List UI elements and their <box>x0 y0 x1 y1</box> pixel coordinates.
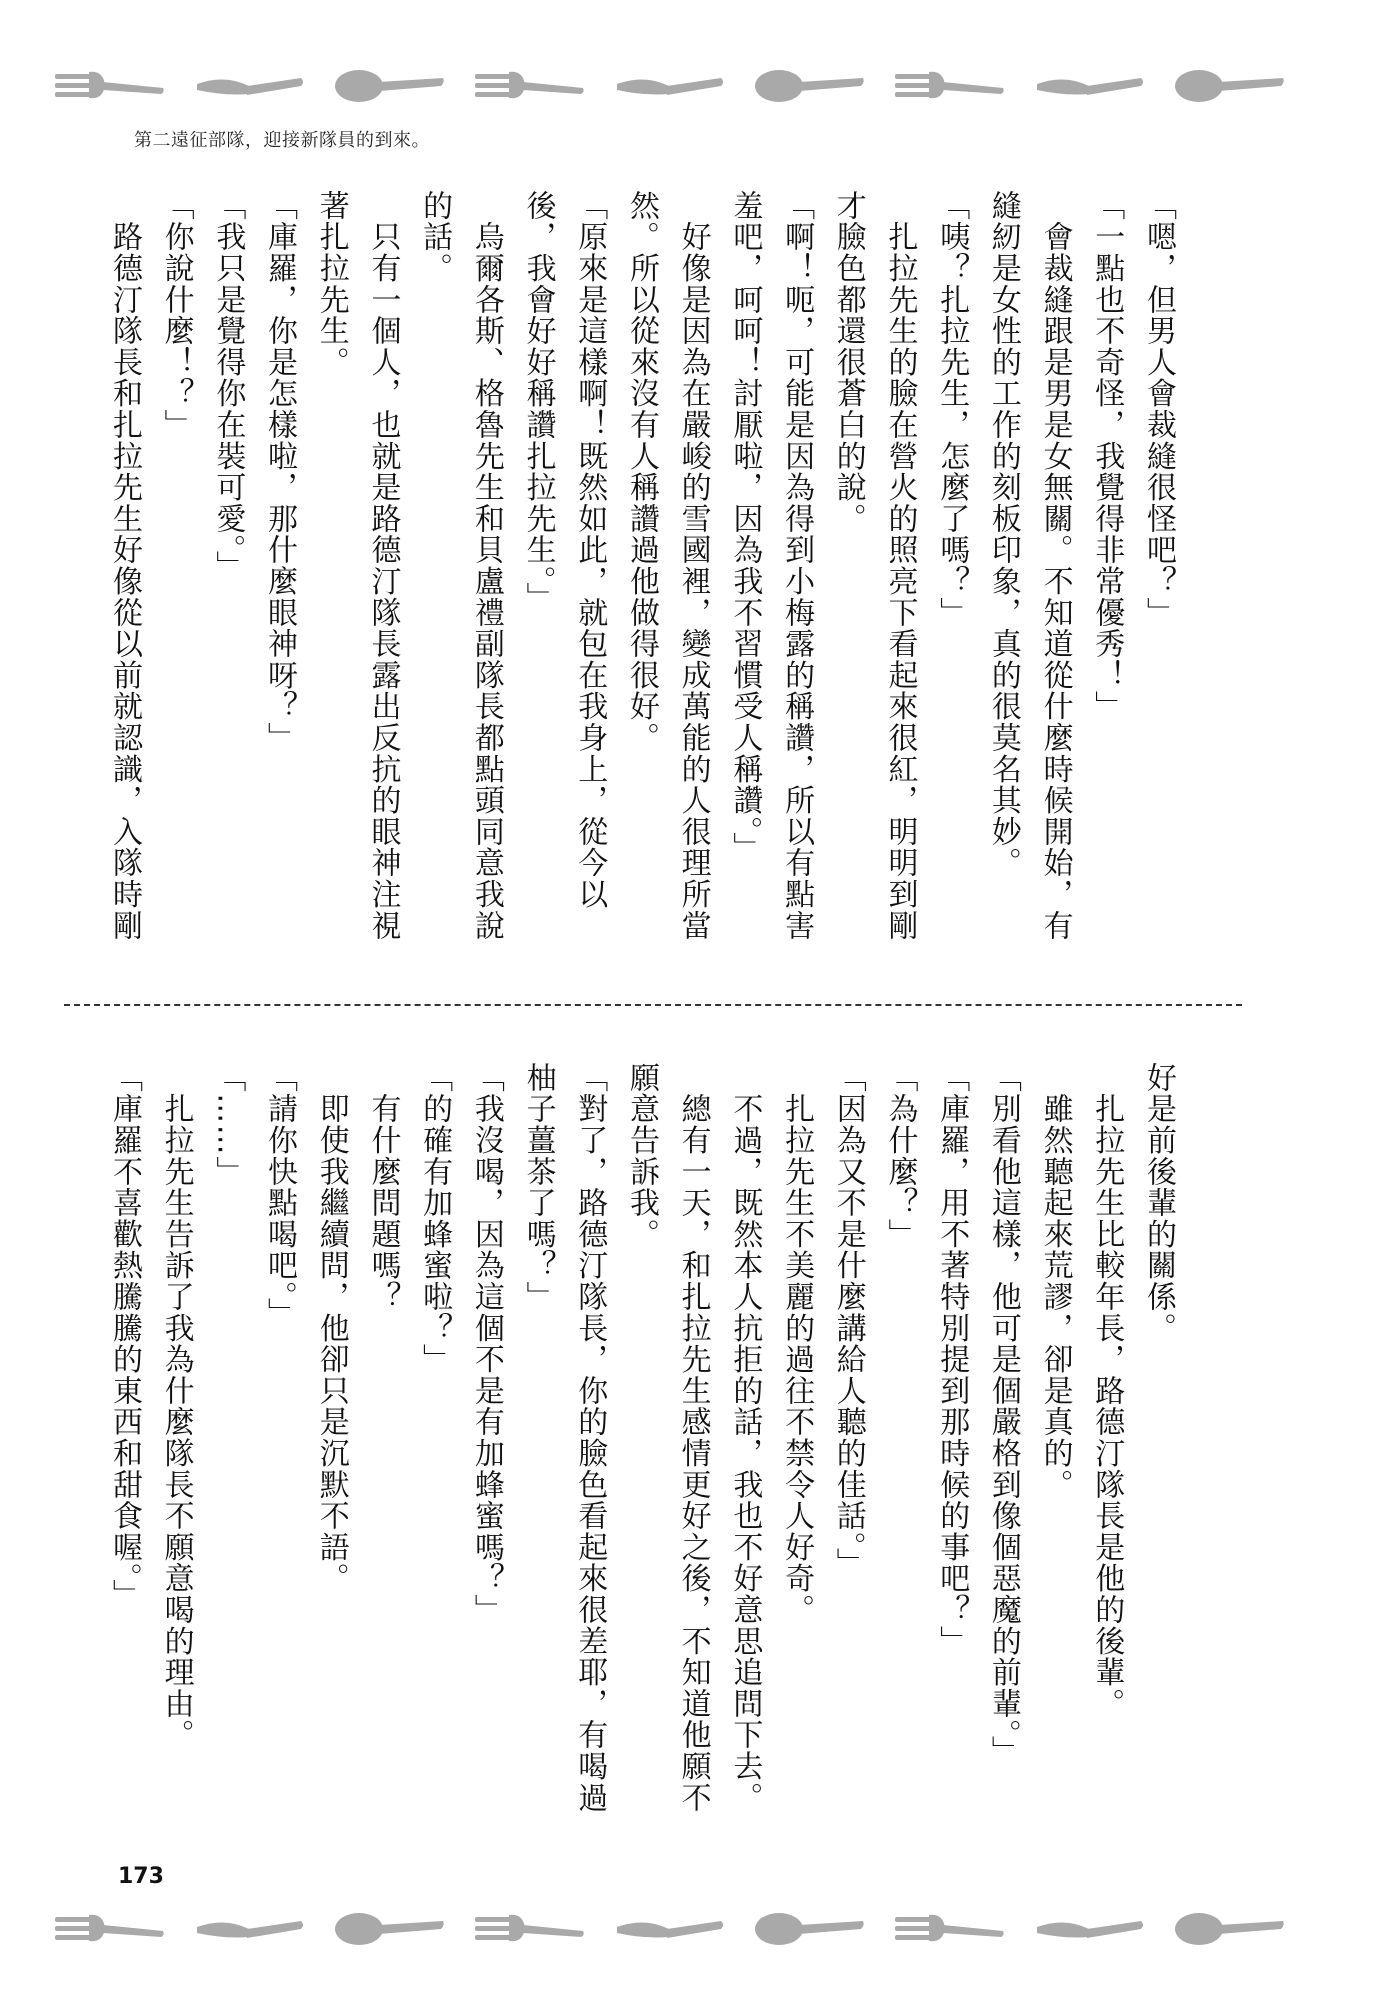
text-column: 縫紉是女性的工作的刻板印象，真的很莫名其妙。 <box>985 190 1021 879</box>
text-column: 好像是因為在嚴峻的雪國裡，變成萬能的人很理所當 <box>675 190 711 942</box>
text-column: 總有一天，和扎拉先生感情更好之後，不知道他願不 <box>675 1062 711 1814</box>
text-column: 願意告訴我。 <box>623 1062 659 1250</box>
text-column: 扎拉先生告訴了我為什麼隊長不願意喝的理由。 <box>158 1062 194 1751</box>
knife-icon <box>1037 78 1143 95</box>
text-column: 扎拉先生不美麗的過往不禁令人好奇。 <box>779 1062 815 1626</box>
section-divider <box>64 1004 1242 1006</box>
text-column: 好是前後輩的關係。 <box>1141 1062 1176 1344</box>
text-column: 「因為又不是什麼講給人聽的佳話。」 <box>830 1062 866 1580</box>
text-column: 「的確有加蜂蜜啦？」 <box>417 1062 453 1375</box>
text-column: 「啊！呃，可能是因為得到小梅露的稱讚，所以有點害 <box>779 190 815 942</box>
page-number: 173 <box>118 1864 164 1889</box>
spoon-icon <box>1175 70 1284 102</box>
text-column: 即使我繼續問，他卻只是沉默不語。 <box>313 1062 349 1595</box>
text-column: 「對了，路德汀隊長，你的臉色看起來很差耶，有喝過 <box>572 1062 608 1814</box>
text-column: 的話。 <box>417 190 453 284</box>
text-column: 會裁縫跟是男是女無關。不知道從什麼時候開始，有 <box>1037 190 1073 942</box>
text-column: 「原來是這樣啊！既然如此，就包在我身上，從今以 <box>572 190 608 910</box>
text-column: 「我只是覺得你在裝可愛。」 <box>210 190 246 582</box>
text-column: 有什麼問題嗎？ <box>365 1062 401 1313</box>
text-column: 「咦？扎拉先生，怎麼了嗎？」 <box>934 190 970 629</box>
cutlery-decoration-bottom <box>0 1905 1400 1955</box>
knife-icon <box>617 78 723 95</box>
text-column: 著扎拉先生。 <box>313 190 349 378</box>
text-column: 柚子薑茶了嗎？」 <box>520 1062 556 1313</box>
text-column: 「……」 <box>210 1062 246 1188</box>
text-column: 「我沒喝，因為這個不是有加蜂蜜嗎？」 <box>468 1062 504 1626</box>
text-column: 「庫羅，用不著特別提到那時候的事吧？」 <box>934 1062 970 1657</box>
text-column: 「庫羅，你是怎樣啦，那什麼眼神呀？」 <box>262 190 298 754</box>
text-column: 扎拉先生的臉在營火的照亮下看起來很紅，明明到剛 <box>882 190 918 942</box>
spoon-icon <box>335 1913 444 1945</box>
text-column: 只有一個人，也就是路德汀隊長露出反抗的眼神注視 <box>365 190 401 942</box>
running-head: 第二遠征部隊，迎接新隊員的到來。 <box>134 130 430 151</box>
fork-icon <box>895 1915 1004 1941</box>
text-column: 路德汀隊長和扎拉先生好像從以前就認識，入隊時剛 <box>106 190 142 942</box>
text-column: 「請你快點喝吧。」 <box>262 1062 298 1329</box>
text-column: 扎拉先生比較年長，路德汀隊長是他的後輩。 <box>1089 1062 1125 1720</box>
fork-icon <box>55 1915 164 1941</box>
fork-icon <box>475 72 584 98</box>
text-column: 羞吧，呵呵！討厭啦，因為我不習慣受人稱讚。」 <box>727 190 763 864</box>
text-column: 才臉色都還很蒼白的說。 <box>830 190 866 535</box>
text-column: 烏爾各斯、格魯先生和貝盧禮副隊長都點頭同意我說 <box>468 190 504 942</box>
knife-icon <box>197 78 303 95</box>
fork-icon <box>895 72 1004 98</box>
text-column: 「為什麼？」 <box>882 1062 918 1250</box>
text-column: 然。所以從來沒有人稱讚過他做得很好。 <box>623 190 659 754</box>
spoon-icon <box>1175 1913 1284 1945</box>
fork-icon <box>475 1915 584 1941</box>
text-block-top <box>106 190 1184 950</box>
text-column: 後，我會好好稱讚扎拉先生。」 <box>520 190 556 614</box>
fork-icon <box>55 72 164 98</box>
knife-icon <box>617 1921 723 1938</box>
spoon-icon <box>335 70 444 102</box>
spoon-icon <box>755 70 864 102</box>
text-column: 雖然聽起來荒謬，卻是真的。 <box>1037 1062 1073 1501</box>
text-column: 「一點也不奇怪，我覺得非常優秀！」 <box>1089 190 1125 723</box>
cutlery-decoration-top <box>0 62 1400 112</box>
spoon-icon <box>755 1913 864 1945</box>
text-block-bottom <box>106 1062 1184 1882</box>
text-column: 不過，既然本人抗拒的話，我也不好意思追問下去。 <box>727 1062 763 1814</box>
knife-icon <box>197 1921 303 1938</box>
text-column: 「你說什麼！？」 <box>158 190 194 441</box>
text-column: 「嗯，但男人會裁縫很怪吧？」 <box>1141 190 1176 629</box>
text-column: 「別看他這樣，他可是個嚴格到像個惡魔的前輩。」 <box>985 1062 1021 1767</box>
text-column: 「庫羅不喜歡熱騰騰的東西和甜食喔。」 <box>106 1062 142 1611</box>
knife-icon <box>1037 1921 1143 1938</box>
